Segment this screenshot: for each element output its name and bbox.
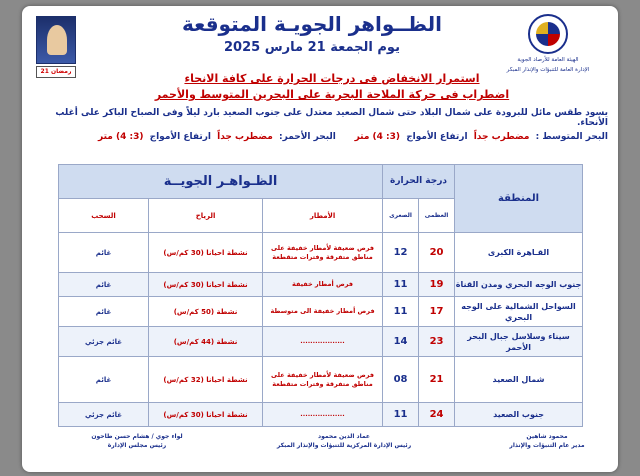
cell-region: جنوب الصعيد bbox=[455, 403, 583, 427]
central-admin-title: رئيس الإدارة المركزية للتنبؤات والإنذار المبكر bbox=[276, 442, 412, 449]
header-min: الصغرى bbox=[383, 199, 419, 233]
cell-region: جنوب الوجه البحري ومدن القناة bbox=[455, 273, 583, 297]
signature-central-admin bbox=[244, 432, 444, 450]
cell-rain: فرص أمطار خفيفة الى متوسطة bbox=[263, 297, 383, 327]
cell-clouds: غائم bbox=[59, 233, 149, 273]
med-sea-label: البحر المتوسط : bbox=[535, 132, 608, 142]
table-row bbox=[59, 297, 583, 327]
table-row bbox=[59, 327, 583, 357]
red-waves-label: ارتفاع الأمواج bbox=[149, 132, 211, 142]
red-sea-label: البحر الأحمر: bbox=[279, 132, 336, 142]
header-max: العظمى bbox=[419, 199, 455, 233]
director-name: محمود شاهين bbox=[526, 433, 568, 440]
cell-clouds: غائم جزئي bbox=[59, 403, 149, 427]
cell-min: 11 bbox=[383, 403, 419, 427]
cell-max: 19 bbox=[419, 273, 455, 297]
cell-wind: نشطة احيانا (30 كم/س) bbox=[149, 273, 263, 297]
org-name-line2: الإدارة العامة للتنبؤات والإنذار المبكر bbox=[506, 67, 590, 73]
table-row bbox=[59, 273, 583, 297]
header-rain: الأمطار bbox=[263, 199, 383, 233]
chairman-title: رئيس مجلس الإدارة bbox=[107, 442, 167, 449]
cell-wind: نشطة (50 كم/س) bbox=[149, 297, 263, 327]
cell-wind: نشطة احيانا (32 كم/س) bbox=[149, 357, 263, 403]
ema-logo-icon bbox=[528, 14, 568, 54]
med-waves-value: (3: 4) متر bbox=[354, 132, 401, 142]
cell-rain: فرص ضعيفة لأمطار خفيفة على مناطق متفرقة وفترات متقطعة bbox=[263, 357, 383, 403]
hijri-date-badge: 21 رمضان bbox=[36, 66, 76, 78]
header-wind: الرياح bbox=[149, 199, 263, 233]
med-waves-label: ارتفاع الأمواج bbox=[406, 132, 468, 142]
cell-min: 11 bbox=[383, 297, 419, 327]
forecast-table bbox=[58, 164, 583, 427]
cell-rain: .................. bbox=[263, 403, 383, 427]
red-sea-state: مضطرب جداً bbox=[217, 132, 273, 142]
signature-chairman bbox=[62, 432, 212, 450]
cell-clouds: غائم جزئي bbox=[59, 327, 149, 357]
cell-clouds: غائم bbox=[59, 273, 149, 297]
forecast-bulletin bbox=[22, 6, 618, 472]
cell-rain: فرص أمطار خفيفة bbox=[263, 273, 383, 297]
table-row bbox=[59, 403, 583, 427]
organization-block bbox=[488, 14, 608, 74]
page-title: الظــواهر الجويـة المتوقعة bbox=[182, 12, 442, 36]
ramadan-graphic bbox=[36, 16, 98, 78]
headline-navigation: اضطراب فى حركة الملاحة البحرية على البحرين المتوسط والأحمر bbox=[154, 88, 510, 101]
cell-min: 12 bbox=[383, 233, 419, 273]
table-row bbox=[59, 233, 583, 273]
header-phenomena: الظـواهـر الجويــة bbox=[59, 165, 383, 199]
cell-min: 14 bbox=[383, 327, 419, 357]
cell-region: سيناء وسلاسل جبال البحر الأحمر bbox=[455, 327, 583, 357]
central-admin-name: عماد الدين محمود bbox=[318, 433, 370, 440]
cell-region: شمال الصعيد bbox=[455, 357, 583, 403]
cell-region: القـاهرة الكبرى bbox=[455, 233, 583, 273]
header-temperature: درجة الحرارة bbox=[383, 165, 455, 199]
title-block bbox=[142, 12, 482, 55]
cell-wind: نشطة (44 كم/س) bbox=[149, 327, 263, 357]
moon-image-icon bbox=[36, 16, 76, 64]
cell-max: 24 bbox=[419, 403, 455, 427]
cell-max: 17 bbox=[419, 297, 455, 327]
cell-rain: فرص ضعيفة لأمطار خفيفة على مناطق متفرقة وفترات متقطعة bbox=[263, 233, 383, 273]
cell-region: السواحل الشمالية على الوجه البحري bbox=[455, 297, 583, 327]
figure-icon bbox=[47, 25, 67, 55]
forecast-date: يوم الجمعة 21 مارس 2025 bbox=[224, 40, 400, 55]
cell-min: 08 bbox=[383, 357, 419, 403]
cell-wind: نشطة احيانا (30 كم/س) bbox=[149, 233, 263, 273]
sea-conditions bbox=[32, 132, 608, 142]
header-clouds: السحب bbox=[59, 199, 149, 233]
cell-rain: .................. bbox=[263, 327, 383, 357]
cell-max: 23 bbox=[419, 327, 455, 357]
red-waves-value: (3: 4) متر bbox=[97, 132, 144, 142]
signature-director bbox=[492, 432, 602, 450]
weather-summary: يسود طقس مائل للبرودة على شمال البلاد حتى شمال الصعيد معتدل على جنوب الصعيد بارد ليلاً وفى الصباح الباكر على أغلب الأنحاء. bbox=[55, 108, 608, 128]
cell-min: 11 bbox=[383, 273, 419, 297]
org-name-line1: الهيئة العامة للأرصاد الجوية bbox=[517, 57, 579, 63]
cell-wind: نشطة احيانا (30 كم/س) bbox=[149, 403, 263, 427]
cell-max: 21 bbox=[419, 357, 455, 403]
header-region: المنطقة bbox=[455, 165, 583, 233]
table-row bbox=[59, 357, 583, 403]
director-title: مدير عام التنبؤات والإنذار bbox=[509, 442, 585, 449]
cell-clouds: غائم bbox=[59, 357, 149, 403]
cell-clouds: غائم bbox=[59, 297, 149, 327]
cell-max: 20 bbox=[419, 233, 455, 273]
med-sea-state: مضطرب جداً bbox=[473, 132, 530, 142]
headline-temperature: استمرار الانخفاض فى درجات الحرارة على كافة الانحاء bbox=[184, 72, 480, 85]
chairman-name: لواء جوي / هشام حسن طاحون bbox=[91, 433, 183, 440]
